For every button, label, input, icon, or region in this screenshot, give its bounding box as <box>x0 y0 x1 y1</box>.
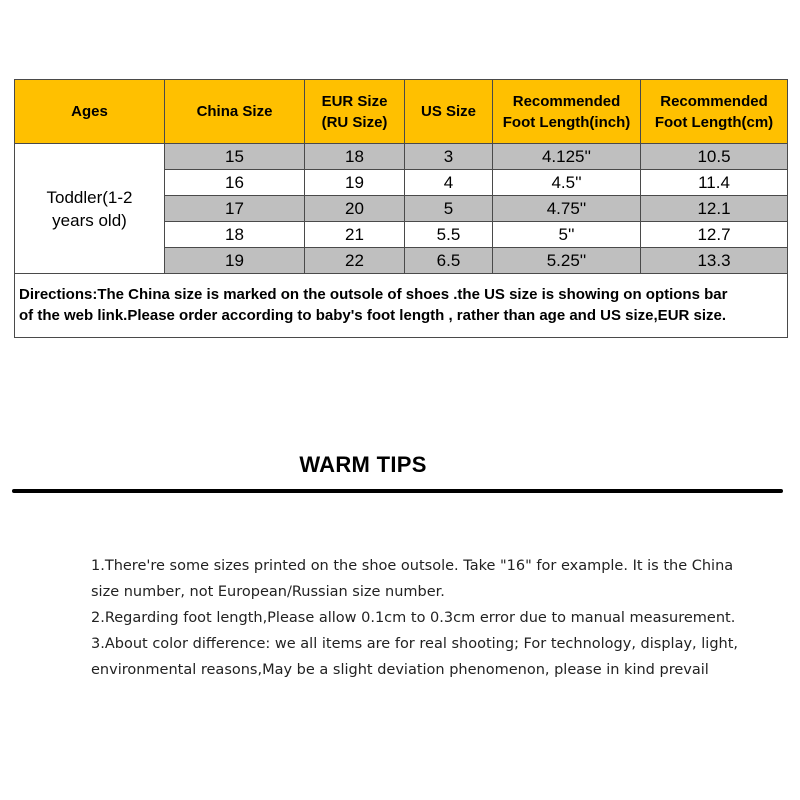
size-chart-table <box>14 79 788 338</box>
header-foot-length-inch <box>493 80 641 144</box>
header-us-size <box>405 80 493 144</box>
china-size-cell: 18 <box>165 222 305 248</box>
us-size-cell: 3 <box>405 144 493 170</box>
foot-length-cm-cell: 12.1 <box>641 196 788 222</box>
age-group-line1: Toddler(1-2 <box>46 187 133 207</box>
warm-tip-line: size number, not European/Russian size number. <box>91 584 445 600</box>
directions-line2: of the web link.Please order according to baby's foot length , rather than age and US size,EUR size. <box>19 307 727 324</box>
foot-length-inch-cell: 5.25'' <box>493 248 641 274</box>
age-group-cell <box>15 144 165 274</box>
eur-size-cell: 21 <box>305 222 405 248</box>
directions-row <box>15 274 788 338</box>
directions-cell <box>15 274 788 338</box>
foot-length-inch-cell: 4.125'' <box>493 144 641 170</box>
header-foot-length-cm-sublabel: Foot Length(cm) <box>654 113 774 131</box>
warm-tip-line: 3.About color difference: we all items are for real shooting; For technology, display, light, <box>91 636 739 652</box>
size-chart-header-row <box>15 80 788 144</box>
china-size-cell: 16 <box>165 170 305 196</box>
header-eur-size-label: EUR Size <box>321 92 388 110</box>
header-china-size-label: China Size <box>196 103 273 120</box>
warm-tips-divider <box>12 489 783 493</box>
header-ages-label: Ages <box>71 103 108 120</box>
header-china-size <box>165 80 305 144</box>
china-size-cell: 17 <box>165 196 305 222</box>
header-us-size-label: US Size <box>420 103 477 120</box>
header-foot-length-cm <box>641 80 788 144</box>
warm-tip-line: 2.Regarding foot length,Please allow 0.1cm to 0.3cm error due to manual measurement. <box>91 610 736 626</box>
china-size-cell: 15 <box>165 144 305 170</box>
warm-tips-title: WARM TIPS <box>299 452 427 477</box>
china-size-cell: 19 <box>165 248 305 274</box>
foot-length-cm-cell: 10.5 <box>641 144 788 170</box>
foot-length-cm-cell: 12.7 <box>641 222 788 248</box>
foot-length-inch-cell: 4.75'' <box>493 196 641 222</box>
header-eur-size-sublabel: (RU Size) <box>321 113 388 131</box>
warm-tip-line: environmental reasons,May be a slight deviation phenomenon, please in kind prevail <box>91 662 709 678</box>
us-size-cell: 5 <box>405 196 493 222</box>
eur-size-cell: 18 <box>305 144 405 170</box>
eur-size-cell: 19 <box>305 170 405 196</box>
us-size-cell: 4 <box>405 170 493 196</box>
us-size-cell: 6.5 <box>405 248 493 274</box>
foot-length-inch-cell: 5'' <box>493 222 641 248</box>
header-foot-length-cm-label: Recommended <box>660 92 768 110</box>
header-foot-length-inch-label: Recommended <box>512 92 621 110</box>
directions-line1: Directions:The China size is marked on the outsole of shoes .the US size is showing on options bar <box>19 286 728 303</box>
eur-size-cell: 20 <box>305 196 405 222</box>
warm-tip-line: 1.There're some sizes printed on the shoe outsole. Take "16" for example. It is the China <box>91 558 734 574</box>
header-eur-size <box>305 80 405 144</box>
age-group-line2: years old) <box>52 210 127 230</box>
header-foot-length-inch-sublabel: Foot Length(inch) <box>502 113 631 131</box>
eur-size-cell: 22 <box>305 248 405 274</box>
warm-tips-list <box>91 553 771 683</box>
foot-length-cm-cell: 11.4 <box>641 170 788 196</box>
us-size-cell: 5.5 <box>405 222 493 248</box>
foot-length-inch-cell: 4.5'' <box>493 170 641 196</box>
foot-length-cm-cell: 13.3 <box>641 248 788 274</box>
table-row <box>15 144 788 170</box>
header-ages <box>15 80 165 144</box>
